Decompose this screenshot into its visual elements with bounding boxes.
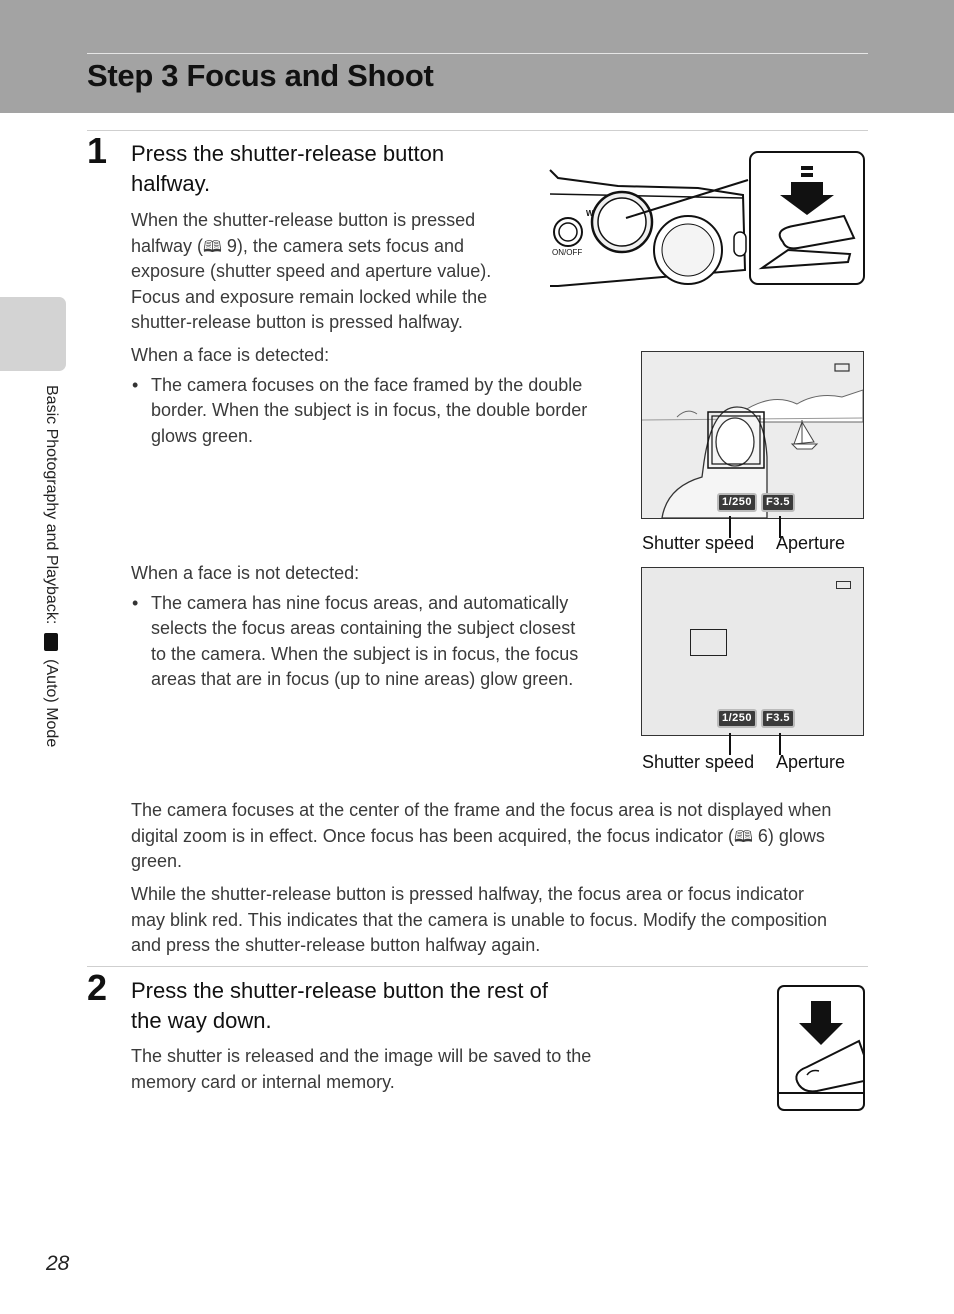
blink-red-paragraph: While the shutter-release button is pressed halfway, the focus area or focus indicator may blink red. This indicates that the camera is unable to focus. Modify the composition and press the shutter-release button halfway again. xyxy=(131,884,828,955)
book-reference-icon: 🕮 xyxy=(203,236,222,256)
shutter-speed-caption: Shutter speed xyxy=(642,533,755,553)
book-reference-icon: 🕮 xyxy=(734,826,753,846)
step2-divider xyxy=(87,966,868,967)
aperture-readout: F3.5 xyxy=(761,493,795,512)
shutter-speed-readout: 1/250 xyxy=(717,493,757,512)
camera-shutter-illustration xyxy=(548,150,866,288)
step2-heading: Press the shutter-release button the rest of the way down. xyxy=(131,978,549,1033)
step1-paragraph: When the shutter-release button is pressed halfway (🕮 9), the camera sets focus and exposure (shutter speed and aperture value). Focus and exposure remain locked while the shutter-release button is pressed halfway. xyxy=(131,210,492,332)
camera-icon xyxy=(44,633,58,651)
aperture-readout: F3.5 xyxy=(761,709,795,728)
face-detected-section xyxy=(131,343,611,449)
aperture-caption: Aperture xyxy=(776,533,846,553)
no-face-section xyxy=(131,561,611,693)
page-title: Step 3 Focus and Shoot xyxy=(87,58,434,93)
digital-zoom-paragraph: The camera focuses at the center of the frame and the focus area is not displayed when digital zoom is in effect. Once focus has been acquired, the focus indicator (🕮 6) glows green. xyxy=(131,800,832,871)
finger-press-inset xyxy=(750,152,864,284)
aperture-caption: Aperture xyxy=(776,752,846,772)
no-face-label: When a face is not detected: xyxy=(131,563,360,583)
shutter-speed-readout: 1/250 xyxy=(717,709,757,728)
lcd-face-detected xyxy=(641,351,864,519)
shutter-speed-caption: Shutter speed xyxy=(642,752,755,772)
svg-text:ON/OFF: ON/OFF xyxy=(552,248,583,257)
header-band xyxy=(0,0,954,113)
step2-number: 2 xyxy=(87,967,108,1008)
face-detected-bullet: • The camera focuses on the face framed by the double border. When the subject is in focus, the double border glows green. xyxy=(131,373,611,450)
svg-text:W: W xyxy=(586,209,594,218)
chapter-side-label: Basic Photography and Playback: (Auto) Mode xyxy=(43,385,60,748)
lcd-no-face xyxy=(641,567,864,736)
step1-divider xyxy=(87,130,868,131)
camera-top-view xyxy=(550,170,748,286)
chapter-tab xyxy=(0,297,66,371)
step1-number: 1 xyxy=(87,130,108,171)
battery-icon xyxy=(836,581,851,589)
no-face-bullet: • The camera has nine focus areas, and automatically selects the focus areas containing the subject closest to the camera. When the subject is in focus, the focus areas that are in focus (up to nine areas) glow green. xyxy=(131,591,611,693)
full-press-illustration xyxy=(777,985,865,1112)
page-number: 28 xyxy=(46,1252,70,1275)
face-detected-label: When a face is detected: xyxy=(131,345,330,365)
step1-heading: Press the shutter-release button halfway. xyxy=(131,141,445,196)
step2-paragraph: The shutter is released and the image will be saved to the memory card or internal memory. xyxy=(131,1046,592,1092)
header-rule xyxy=(87,53,868,54)
focus-area-frame xyxy=(690,629,727,656)
